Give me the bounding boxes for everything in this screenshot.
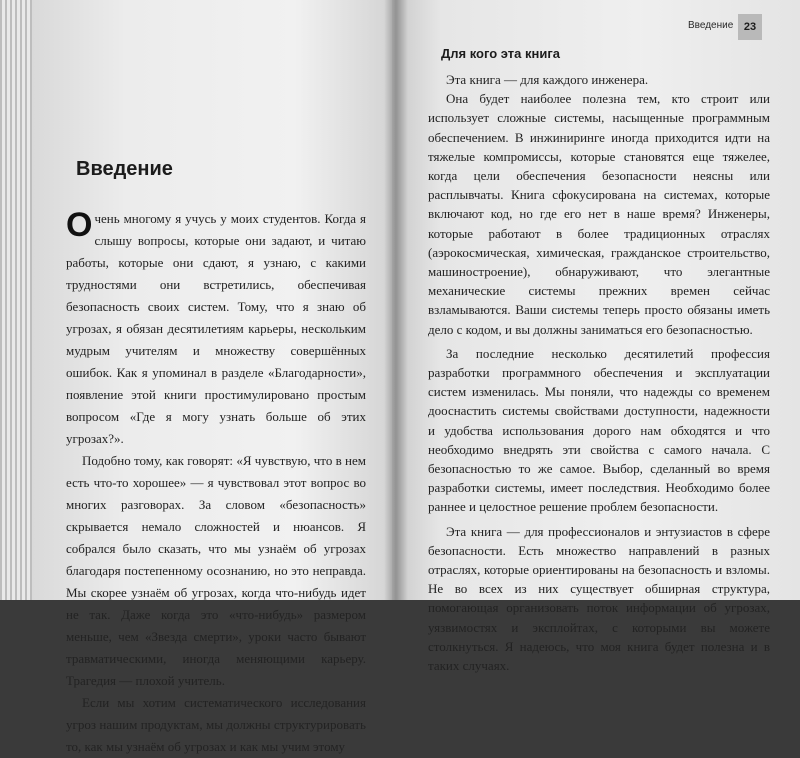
page-number: 23 bbox=[738, 14, 762, 40]
left-paragraph-1-text: чень многому я учусь у моих студентов. Когда я слышу вопросы, которые они задают, и читаю работы, которые они сдают, я узнаю, с какими трудностями они встретились, обеспечивая безопасность своих систем. Тому, что я знаю об угрозах, я обязан десятилетиям карьеры, нескольким мудрым учителям и множеству совершённых ошибок. Как я упоминал в разделе «Благодарности», появление этой книги простимулировано простым вопросом «Где я могу узнать больше об этих угрозах?». bbox=[66, 211, 366, 446]
left-page-body bbox=[66, 208, 366, 758]
right-paragraph-1: Эта книга — для каждого инженера. bbox=[446, 72, 649, 87]
right-page-body bbox=[428, 70, 770, 675]
drop-cap: О bbox=[66, 206, 93, 244]
chapter-title: Введение bbox=[76, 158, 173, 180]
left-paragraph-3: Если мы хотим систематического исследования угроз нашим продуктам, мы должны структурировать то, как мы узнаём об угрозах и как мы учим этому bbox=[66, 695, 366, 754]
left-paragraph-2: Подобно тому, как говорят: «Я чувствую, что в нем есть что-то хорошее» — я чувствовал этот вопрос во многих разговорах. За словом «безопасность» скрывается немало сложностей и нюансов. Я собрался было сказать, что мы узнаём об угрозах благодаря постепенному осознанию, но это неправда. Мы скорее узнаём об угрозах, когда что-нибудь идет не так. Даже когда это «что-нибудь» размером меньше, чем «Звезда смерти», уроки часто бывают травматическими, иногда меняющими карьеру. Трагедия — плохой учитель. bbox=[66, 453, 366, 688]
right-paragraph-4: Эта книга — для профессионалов и энтузиастов в сфере безопасности. Есть множество направлений в разных отраслях, которые ориентированы на безопасность и взломы. Не во всех из них существует обширная структура, помогающая организовать поток информации об угрозах, уязвимостях и эксплойтах, с которыми вы можете столкнуться. Я надеюсь, что моя книга будет полезна и в таких случаях. bbox=[428, 523, 770, 674]
running-header: Введение bbox=[688, 20, 734, 31]
right-paragraph-3: За последние несколько десятилетий профессия разработки программного обеспечения и эксплуатации систем изменилась. Мы поняли, что надежды со временем дооснастить системы свойствами доступности, надежности и удобства использования дорого нам обходятся и что необходимо внедрять эти свойства с самого начала. С безопасностью то же самое. Выбор, сделанный во время разработки системы, имеет последствия. Необходимо более раннее и целостное решение проблем безопасности. bbox=[428, 345, 770, 515]
book-gutter bbox=[384, 0, 408, 600]
right-paragraph-2: Она будет наиболее полезна тем, кто строит или использует сложные системы, насыщенные программным обеспечением. В инжиниринге иногда приходится идти на тяжелые компромиссы, которые становятся еще тяжелее, когда цели обеспечения безопасности неясны или расплывчаты. Книга сфокусирована на системах, которые включают код, но где его нет в наше время? Инженеры, которые работают в более традиционных отраслях (аэрокосмическая, химическая, гражданское строительство, машиностроение), обнаруживают, что элегантные механические системы прежних времен сейчас взламываются. Ваши системы теперь просто обязаны иметь дело с кодом, и вы должны заниматься его безопасностью. bbox=[428, 91, 770, 337]
left-paragraph-1 bbox=[66, 208, 366, 450]
section-heading: Для кого эта книга bbox=[441, 46, 560, 61]
